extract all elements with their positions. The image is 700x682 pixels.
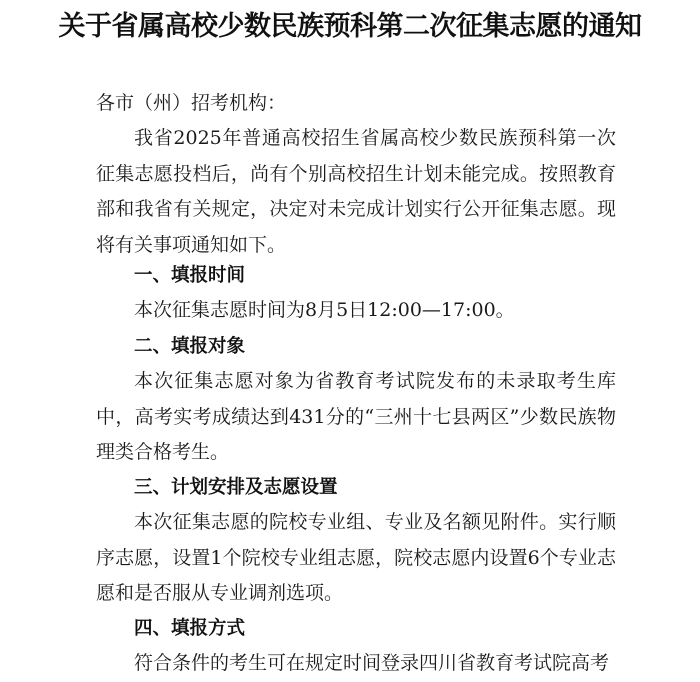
section-heading-method: 四、填报方式 (134, 618, 246, 639)
section-heading-target: 二、填报对象 (134, 336, 246, 357)
section-body-time: 本次征集志愿时间为8月5日12:00—17:00。 (134, 299, 515, 321)
document-title: 关于省属高校少数民族预科第二次征集志愿的通知 (58, 11, 642, 42)
intro-paragraph: 我省2025年普通高校招生省属高校少数民族预科第一次征集志愿投档后，尚有个别高校招生计划未能完成。按照教育部和我省有关规定，决定对未完成计划实行公开征集志愿。现将有关事项通知如下。 (96, 127, 616, 256)
salutation: 各市（州）招考机构： (96, 92, 287, 114)
section-body-method: 符合条件的考生可在规定时间登录四川省教育考试院高考 (134, 652, 610, 674)
section-body-plan: 本次征集志愿的院校专业组、专业及名额见附件。实行顺序志愿，设置1个院校专业组志愿，院校志愿内设置6个专业志愿和是否服从专业调剂选项。 (96, 511, 616, 604)
section-heading-plan: 三、计划安排及志愿设置 (134, 477, 338, 498)
section-heading-time: 一、填报时间 (134, 265, 246, 286)
section-body-target: 本次征集志愿对象为省教育考试院发布的未录取考生库中，高考实考成绩达到431分的“三州十七县两区”少数民族物理类合格考生。 (96, 370, 616, 463)
